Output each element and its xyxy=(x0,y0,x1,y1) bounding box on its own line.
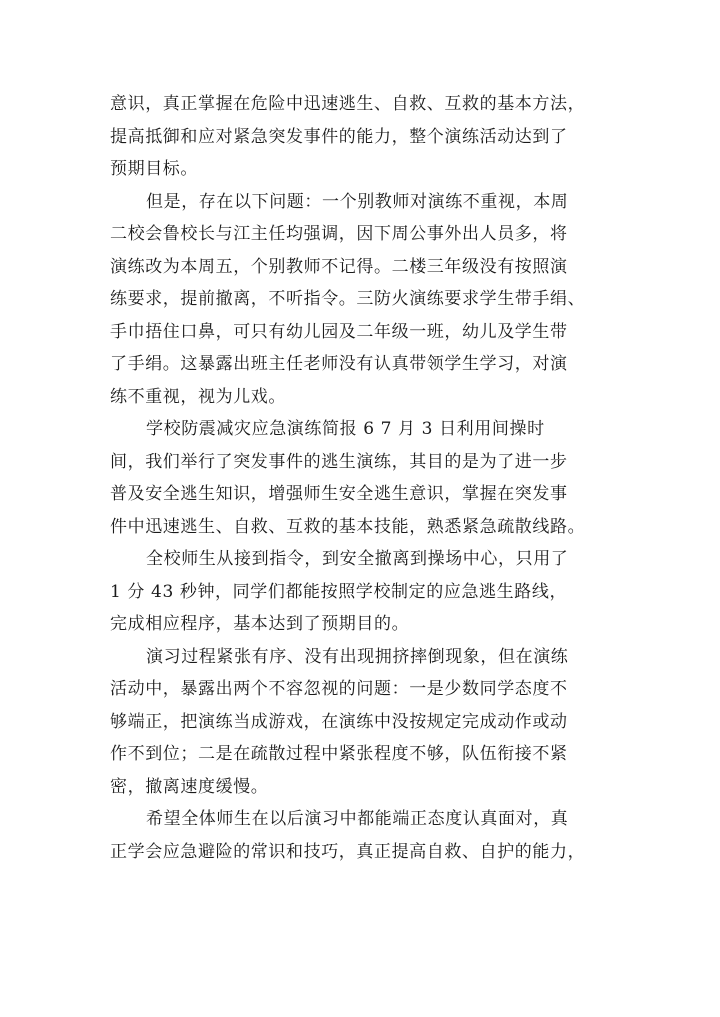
text-line: 了手绢。这暴露出班主任老师没有认真带领学生学习，对演 xyxy=(110,354,568,374)
text-line: 练要求，提前撤离，不听指令。三防火演练要求学生带手绢、 xyxy=(110,289,586,309)
text-line: 全校师生从接到指令，到安全撤离到操场中心，只用了 xyxy=(146,549,569,569)
text-line: 完成相应程序，基本达到了预期目的。 xyxy=(110,614,410,634)
text-line: 活动中，暴露出两个不容忽视的问题：一是少数同学态度不 xyxy=(110,679,568,699)
text-line: 练不重视，视为儿戏。 xyxy=(110,386,286,407)
text-line: 密，撤离速度缓慢。 xyxy=(110,776,269,797)
text-line: 件中迅速逃生、自救、互救的基本技能，熟悉紧急疏散线路。 xyxy=(110,516,586,537)
text-line: 但是，存在以下问题：一个别教师对演练不重视，本周 xyxy=(146,191,569,212)
text-line: 作不到位；二是在疏散过程中紧张程度不够，队伍衔接不紧 xyxy=(110,744,568,764)
text-line: 普及安全逃生知识，增强师生安全逃生意识，掌握在突发事 xyxy=(110,484,568,504)
text-line: 1 分 43 秒钟，同学们都能按照学校制定的应急逃生路线， xyxy=(110,581,568,602)
text-line: 够端正，把演练当成游戏，在演练中没按规定完成动作或动 xyxy=(110,711,568,732)
text-line: 手巾捂住口鼻，可只有幼儿园及二年级一班，幼儿及学生带 xyxy=(110,321,568,342)
text-line: 学校防震减灾应急演练简报 6 7 月 3 日利用间操时 xyxy=(146,419,545,439)
text-line: 提高抵御和应对紧急突发事件的能力，整个演练活动达到了 xyxy=(110,126,568,147)
text-line: 二校会鲁校长与江主任均强调，因下周公事外出人员多，将 xyxy=(110,224,568,244)
text-line: 意识，真正掌握在危险中迅速逃生、自救、互救的基本方法， xyxy=(110,94,586,114)
text-line: 希望全体师生在以后演习中都能端正态度认真面对，真 xyxy=(146,809,569,829)
document-body xyxy=(110,88,615,868)
text-line: 预期目标。 xyxy=(110,159,198,179)
text-line: 演练改为本周五，个别教师不记得。二楼三年级没有按照演 xyxy=(110,256,568,277)
text-line: 间，我们举行了突发事件的逃生演练，其目的是为了进一步 xyxy=(110,451,568,472)
text-line: 演习过程紧张有序、没有出现拥挤摔倒现象，但在演练 xyxy=(146,646,569,667)
text-line: 正学会应急避险的常识和技巧，真正提高自救、自护的能力， xyxy=(110,841,586,862)
